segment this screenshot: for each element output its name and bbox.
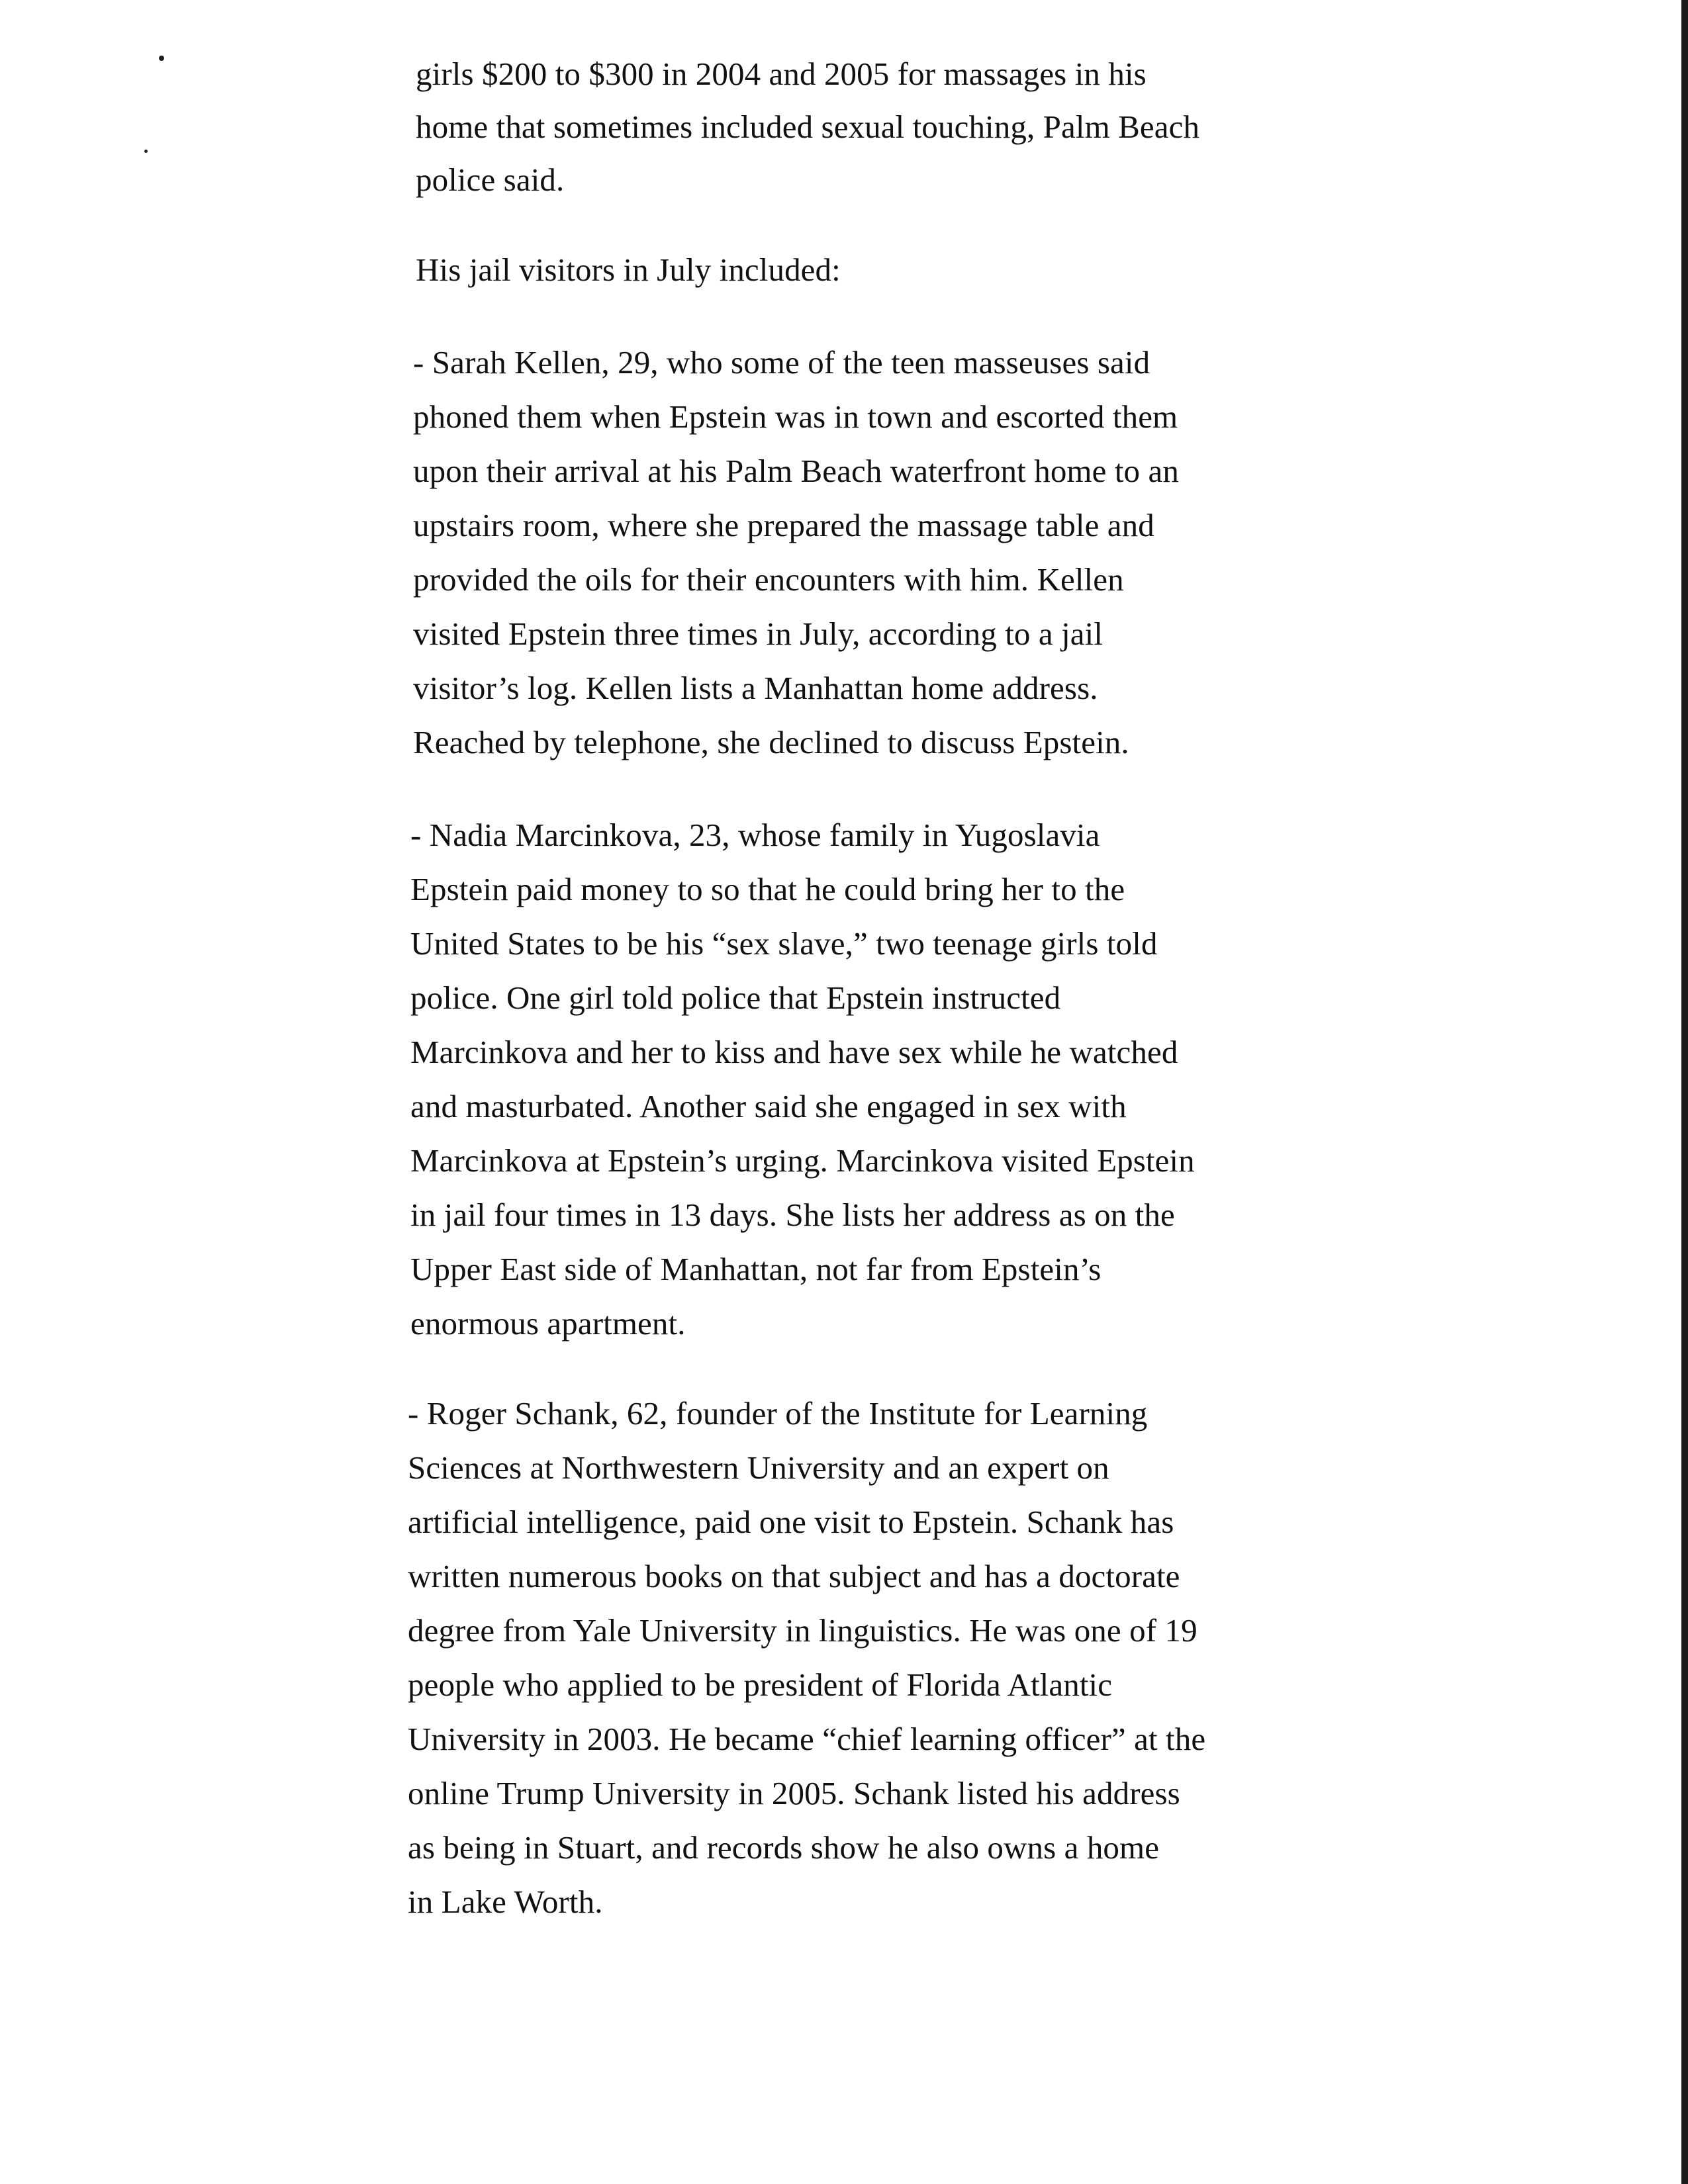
body-text-line: people who applied to be president of Florida Atlantic xyxy=(408,1666,1113,1703)
body-text-line: artificial intelligence, paid one visit to Epstein. Schank has xyxy=(408,1504,1174,1540)
body-text-line: upon their arrival at his Palm Beach waterfront home to an xyxy=(413,453,1179,489)
body-text-line: Marcinkova at Epstein’s urging. Marcinkova visited Epstein xyxy=(410,1142,1195,1179)
body-text-line: provided the oils for their encounters with him. Kellen xyxy=(413,561,1124,598)
body-text-line: police said. xyxy=(416,161,565,198)
body-text-line: Sciences at Northwestern University and an expert on xyxy=(408,1449,1109,1486)
body-text-line: girls $200 to $300 in 2004 and 2005 for massages in his xyxy=(416,56,1147,92)
scan-edge-border xyxy=(1681,0,1688,2184)
body-text-line: written numerous books on that subject and has a doctorate xyxy=(408,1558,1180,1594)
body-text-line: police. One girl told police that Epstein instructed xyxy=(410,979,1061,1016)
body-text-line: phoned them when Epstein was in town and escorted them xyxy=(413,398,1178,435)
body-text-line: home that sometimes included sexual touching, Palm Beach xyxy=(416,109,1200,145)
body-text-line: United States to be his “sex slave,” two teenage girls told xyxy=(410,925,1158,962)
body-text-line: - Nadia Marcinkova, 23, whose family in Yugoslavia xyxy=(410,817,1100,853)
body-text-line: Marcinkova and her to kiss and have sex while he watched xyxy=(410,1034,1178,1070)
body-text-line: Reached by telephone, she declined to discuss Epstein. xyxy=(413,724,1129,760)
visitors-heading: His jail visitors in July included: xyxy=(416,251,841,288)
body-text-line: - Roger Schank, 62, founder of the Institute for Learning xyxy=(408,1395,1148,1432)
body-text-line: upstairs room, where she prepared the massage table and xyxy=(413,507,1154,543)
body-text-line: visitor’s log. Kellen lists a Manhattan home address. xyxy=(413,670,1098,706)
body-text-line: degree from Yale University in linguistics. He was one of 19 xyxy=(408,1612,1197,1649)
body-text-line: as being in Stuart, and records show he also owns a home xyxy=(408,1829,1160,1866)
body-text-line: - Sarah Kellen, 29, who some of the teen masseuses said xyxy=(413,344,1150,381)
body-text-line: online Trump University in 2005. Schank listed his address xyxy=(408,1775,1180,1811)
body-text-line: in jail four times in 13 days. She lists her address as on the xyxy=(410,1197,1175,1233)
body-text-line: University in 2003. He became “chief learning officer” at the xyxy=(408,1721,1206,1757)
body-text-line: in Lake Worth. xyxy=(408,1884,603,1920)
scan-speck xyxy=(144,150,148,153)
body-text-line: and masturbated. Another said she engaged in sex with xyxy=(410,1088,1127,1124)
body-text-line: Epstein paid money to so that he could bring her to the xyxy=(410,871,1125,907)
body-text-line: Upper East side of Manhattan, not far from Epstein’s xyxy=(410,1251,1102,1287)
body-text-line: visited Epstein three times in July, according to a jail xyxy=(413,615,1103,652)
scan-speck xyxy=(159,56,164,61)
body-text-line: enormous apartment. xyxy=(410,1305,686,1342)
